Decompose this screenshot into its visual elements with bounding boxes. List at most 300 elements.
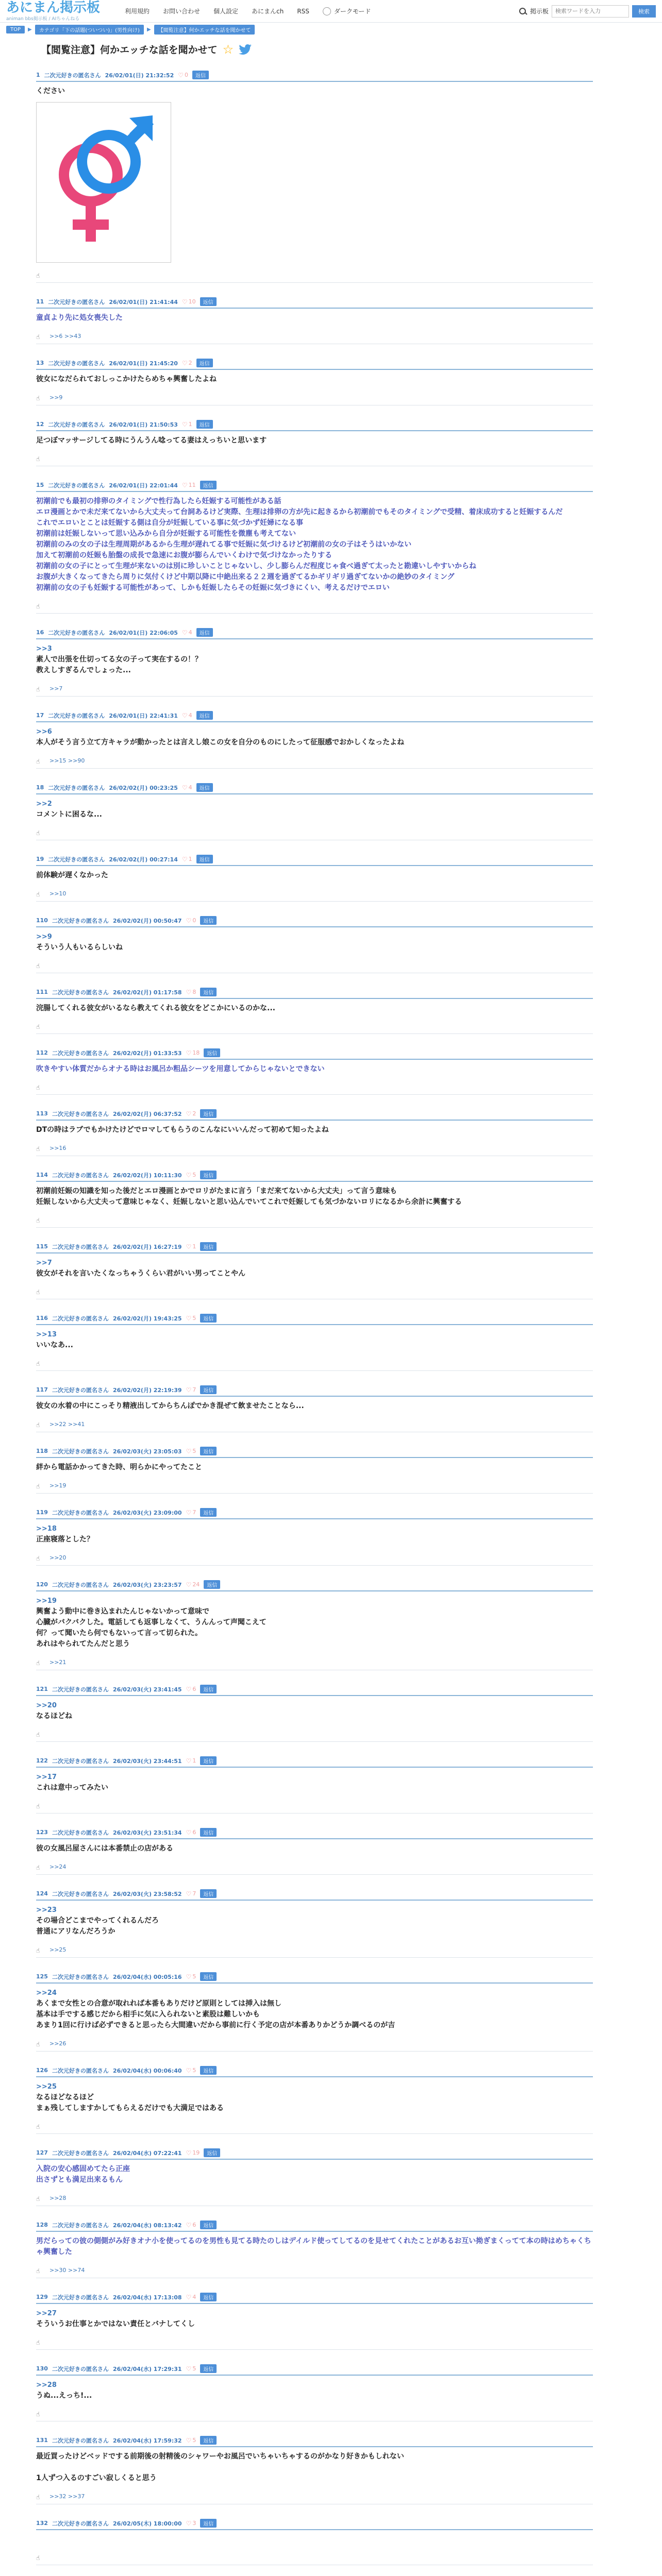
hand-icon[interactable]: ☝	[36, 1145, 40, 1153]
reply-button[interactable]: 返信	[204, 2148, 220, 2157]
post-body	[36, 2534, 593, 2545]
post-author: 二次元好きの匿名さん	[52, 1448, 109, 1455]
post-header	[36, 2364, 593, 2376]
good-count[interactable]	[182, 298, 196, 306]
reply-button[interactable]: 返信	[200, 2221, 217, 2229]
post-header	[36, 481, 593, 492]
post-number[interactable]: 122	[36, 1757, 48, 1764]
post-line: あくまで女性との合意が取れれば本番もありだけど原則としては挿入は無し	[36, 1999, 282, 2008]
post-author: 二次元好きの匿名さん	[52, 2294, 109, 2301]
post-author: 二次元好きの匿名さん	[52, 2149, 109, 2157]
post	[36, 71, 593, 283]
post-footer	[36, 2123, 593, 2129]
reply-anchor-link[interactable]: >>23	[36, 1906, 57, 1914]
post-footer	[36, 2339, 593, 2345]
good-count[interactable]	[186, 2149, 200, 2157]
good-count[interactable]	[182, 629, 192, 636]
reply-button[interactable]: 返信	[200, 297, 217, 306]
good-count[interactable]	[186, 1110, 196, 1117]
hand-icon[interactable]: ☝	[36, 2040, 40, 2048]
reply-anchor-link[interactable]: >>6	[36, 728, 52, 736]
reply-button[interactable]: 返信	[196, 783, 213, 792]
post-footer	[36, 1360, 593, 1366]
post-date: 26/02/05(木) 18:00:00	[112, 2520, 182, 2527]
post-line: 彼の女風呂屋さんには本番禁止の店がある	[36, 1844, 173, 1853]
post-number[interactable]: 113	[36, 1110, 48, 1117]
good-count[interactable]	[186, 2222, 196, 2229]
hand-icon[interactable]: ☝	[36, 2493, 40, 2501]
post-body	[36, 1523, 593, 1545]
replies-link[interactable]: >>10	[49, 890, 67, 897]
good-number: 5	[192, 1315, 196, 1321]
post-number[interactable]: 117	[36, 1386, 48, 1393]
good-count[interactable]	[186, 1172, 196, 1179]
post-header	[36, 1109, 593, 1121]
reply-button[interactable]: 返信	[204, 1580, 220, 1589]
reply-button[interactable]: 返信	[196, 359, 213, 367]
post-author: 二次元好きの匿名さん	[52, 2437, 109, 2444]
good-count[interactable]	[186, 989, 196, 996]
post-footer	[36, 2040, 593, 2047]
hand-icon[interactable]: ☝	[36, 1217, 40, 1224]
hand-icon[interactable]: ☝	[36, 757, 40, 765]
site-logo[interactable]	[6, 1, 114, 22]
reply-button[interactable]: 返信	[196, 855, 213, 863]
post-footer	[36, 962, 593, 969]
post-body	[36, 86, 593, 97]
breadcrumb-separator-icon: ▶	[28, 26, 32, 32]
post-number[interactable]: 13	[36, 360, 44, 366]
hand-icon[interactable]: ☝	[36, 1863, 40, 1871]
post-header	[36, 1314, 593, 1325]
hand-icon[interactable]: ☝	[36, 1946, 40, 1954]
post-line	[36, 2462, 593, 2473]
post-divider	[36, 2051, 593, 2052]
post-line: 出さずとも満足出来るもん	[36, 2176, 123, 2184]
post-footer	[36, 1145, 593, 1151]
post-body	[36, 726, 593, 748]
post-author: 二次元好きの匿名さん	[48, 856, 105, 863]
reply-button[interactable]: 返信	[196, 420, 213, 429]
post	[36, 2293, 593, 2350]
hand-icon[interactable]: ☝	[36, 2123, 40, 2130]
post-author: 二次元好きの匿名さん	[52, 1172, 109, 1179]
post-footer	[36, 2411, 593, 2417]
post-number[interactable]: 119	[36, 1509, 48, 1516]
post-number[interactable]: 121	[36, 1686, 48, 1692]
post	[36, 1109, 593, 1156]
hand-icon[interactable]: ☝	[36, 394, 40, 402]
post-line	[36, 2534, 593, 2545]
heart-icon: ♡	[186, 988, 192, 996]
post-author: 二次元好きの匿名さん	[52, 1973, 109, 1980]
good-count[interactable]	[186, 1581, 200, 1588]
post-date: 26/02/02(月) 00:23:25	[109, 784, 178, 791]
reply-button[interactable]: 返信	[196, 711, 213, 720]
replies-link[interactable]: >>6 >>43	[49, 333, 81, 340]
reply-button[interactable]: 返信	[200, 988, 217, 996]
hand-icon[interactable]: ☝	[36, 2267, 40, 2275]
replies-link[interactable]: >>20	[49, 1554, 67, 1561]
nav-animanch[interactable]: あにまんch	[252, 8, 284, 15]
post-number[interactable]: 19	[36, 856, 44, 862]
replies-link[interactable]: >>26	[49, 2040, 67, 2047]
post-author: 二次元好きの匿名さん	[52, 2067, 109, 2074]
post	[36, 1171, 593, 1228]
post-number[interactable]: 16	[36, 629, 44, 636]
hand-icon[interactable]: ☝	[36, 603, 40, 610]
hand-icon[interactable]: ☝	[36, 1289, 40, 1296]
good-number: 4	[192, 2294, 196, 2300]
replies-link[interactable]: >>15 >>90	[49, 757, 85, 764]
post-date: 26/02/03(火) 23:09:00	[112, 1509, 182, 1516]
hand-icon[interactable]: ☝	[36, 272, 40, 279]
post-number[interactable]: 127	[36, 2149, 48, 2156]
post-number[interactable]: 126	[36, 2067, 48, 2074]
reply-button[interactable]: 返信	[200, 1685, 217, 1693]
post-footer	[36, 1289, 593, 1295]
post-author: 二次元好きの匿名さん	[48, 421, 105, 428]
post-number[interactable]: 116	[36, 1315, 48, 1321]
good-count[interactable]	[186, 1757, 196, 1765]
post-footer	[36, 2267, 593, 2274]
hand-icon[interactable]: ☝	[36, 455, 40, 463]
good-count[interactable]	[186, 1890, 196, 1897]
post-line: 浣腸してくれる彼女がいるなら教えてくれる彼女をどこかにいるのかな...	[36, 1004, 275, 1012]
reply-button[interactable]: 返信	[200, 2519, 217, 2528]
post-number[interactable]: 129	[36, 2294, 48, 2300]
post-date: 26/02/02(月) 16:27:19	[112, 1243, 182, 1250]
reply-anchor-link[interactable]: >>18	[36, 1525, 57, 1533]
post-footer	[36, 1554, 593, 1561]
reply-anchor-link[interactable]: >>24	[36, 1989, 57, 1997]
hand-icon[interactable]: ☝	[36, 1023, 40, 1030]
replies-link[interactable]: >>30 >>74	[49, 2267, 85, 2274]
post-line: 心臓がバクバクした。電話しても返事しなくて、うんんって声聞こえて	[36, 1618, 267, 1626]
good-count[interactable]	[186, 2294, 196, 2301]
post-date: 26/02/03(火) 23:23:57	[112, 1581, 182, 1588]
reply-button[interactable]: 返信	[200, 1242, 217, 1251]
reply-button[interactable]: 返信	[200, 1972, 217, 1981]
post-header	[36, 1889, 593, 1901]
post-header	[36, 297, 593, 309]
replies-link[interactable]: >>21	[49, 1659, 67, 1666]
nav-contact[interactable]: お問い合わせ	[163, 8, 201, 15]
post-divider	[36, 1565, 593, 1566]
post-number[interactable]: 124	[36, 1890, 48, 1897]
post-number[interactable]: 110	[36, 917, 48, 924]
post	[36, 1972, 593, 2052]
post-line: あれはやられてたんだと思う	[36, 1640, 130, 1648]
post-line: 足つぼマッサージしてる時にうんうん唸ってる妻はえっちいと思います	[36, 436, 267, 445]
reply-button[interactable]: 返信	[196, 628, 213, 637]
hand-icon[interactable]: ☝	[36, 962, 40, 970]
replies-link[interactable]: >>22 >>41	[49, 1421, 85, 1428]
breadcrumb-top[interactable]: TOP	[6, 26, 25, 33]
reply-anchor-link[interactable]: >>28	[36, 2381, 57, 2389]
post-author: 二次元好きの匿名さん	[52, 1890, 109, 1897]
heart-icon: ♡	[186, 1110, 192, 1117]
post-header	[36, 1685, 593, 1696]
post-line: 前体験が遅くなかった	[36, 871, 108, 879]
heart-icon: ♡	[186, 1685, 192, 1693]
hand-icon[interactable]: ☝	[36, 1482, 40, 1490]
good-count[interactable]	[182, 856, 192, 863]
post-date: 26/02/01(日) 22:01:44	[109, 482, 178, 489]
post-number[interactable]: 115	[36, 1243, 48, 1250]
post-body	[36, 1186, 593, 1208]
hand-icon[interactable]: ☝	[36, 829, 40, 837]
nav-terms[interactable]: 利用規約	[125, 8, 150, 15]
post-line: その場合どこまでやってくれるんだろ	[36, 1917, 159, 1925]
post-line: そういう人もいるらしいね	[36, 943, 123, 952]
post-number[interactable]: 114	[36, 1172, 48, 1178]
post-date: 26/02/03(火) 23:51:34	[112, 1829, 182, 1836]
post-date: 26/02/01(日) 21:32:52	[105, 72, 174, 79]
replies-link[interactable]: >>7	[49, 685, 63, 692]
replies-link[interactable]: >>25	[49, 1946, 67, 1953]
hand-icon[interactable]: ☝	[36, 1421, 40, 1429]
post-date: 26/02/04(水) 17:59:32	[112, 2437, 182, 2444]
post-author: 二次元好きの匿名さん	[52, 1315, 109, 1322]
post-number[interactable]: 112	[36, 1049, 48, 1056]
reply-button[interactable]: 返信	[200, 1109, 217, 1118]
good-count[interactable]	[182, 360, 192, 367]
reply-anchor-link[interactable]: >>25	[36, 2083, 57, 2091]
post-date: 26/02/03(火) 23:58:52	[112, 1890, 182, 1897]
replies-link[interactable]: >>28	[49, 2195, 67, 2201]
hand-icon[interactable]: ☝	[36, 1659, 40, 1667]
post-footer	[36, 685, 593, 692]
replies-link[interactable]: >>16	[49, 1145, 67, 1151]
post-footer	[36, 1217, 593, 1223]
post-body	[36, 1064, 593, 1075]
heart-icon: ♡	[186, 1581, 192, 1588]
hand-icon[interactable]: ☝	[36, 2411, 40, 2418]
post-line: 吹きやすい体質だからオナる時はお風呂か粗品シーツを用意してからじゃないとできない	[36, 1065, 325, 1073]
post-divider	[36, 1033, 593, 1034]
good-count[interactable]	[186, 1315, 196, 1322]
post	[36, 1580, 593, 1670]
post-number[interactable]: 12	[36, 421, 44, 428]
post-date: 26/02/02(月) 10:11:30	[112, 1172, 182, 1179]
good-count[interactable]	[186, 2067, 196, 2074]
reply-anchor-link[interactable]: >>7	[36, 1259, 52, 1267]
post-line: 初潮前妊娠の知識を知った後だとエロ漫画とかでロリがたまに言う「まだ来てないから大丈夫」って言う意味も	[36, 1187, 397, 1195]
good-count[interactable]	[186, 2437, 196, 2444]
search-input[interactable]	[552, 5, 629, 18]
breadcrumb-thread[interactable]: 【閲覧注意】何かエッチな話を聞かせて	[154, 25, 255, 35]
good-count[interactable]	[186, 2520, 196, 2527]
post-body	[36, 1843, 593, 1854]
post-line: いいなあ...	[36, 1341, 73, 1349]
reply-button[interactable]: 返信	[200, 1314, 217, 1323]
heart-icon: ♡	[186, 1171, 192, 1179]
heart-icon: ♡	[181, 420, 188, 428]
post-number[interactable]: 111	[36, 989, 48, 995]
reply-anchor-link[interactable]: >>17	[36, 1773, 57, 1781]
bird-icon[interactable]	[239, 44, 252, 55]
post-header	[36, 359, 593, 370]
good-count[interactable]	[186, 1448, 196, 1455]
replies-link[interactable]: >>24	[49, 1863, 67, 1870]
post-number[interactable]: 131	[36, 2437, 48, 2444]
hand-icon[interactable]: ☝	[36, 685, 40, 693]
thread-header	[0, 36, 662, 56]
hand-icon[interactable]: ☝	[36, 1803, 40, 1810]
good-count[interactable]	[186, 1243, 196, 1250]
replies-link[interactable]: >>32 >>37	[49, 2493, 85, 2500]
reply-anchor-link[interactable]: >>13	[36, 1331, 57, 1338]
post-footer	[36, 1731, 593, 1737]
nav-settings[interactable]: 個人設定	[213, 8, 239, 15]
post-header	[36, 1171, 593, 1182]
reply-button[interactable]: 返信	[200, 2293, 217, 2301]
post-line: 彼女になだられておしっこかけたらめちゃ興奮したよね	[36, 375, 217, 383]
post-number[interactable]: 1	[36, 72, 40, 78]
hand-icon[interactable]: ☝	[36, 2339, 40, 2346]
post	[36, 1385, 593, 1432]
good-count[interactable]	[182, 712, 192, 719]
breadcrumb-category[interactable]: カテゴリ「下の話題(ついつい)」(男性向け)	[35, 25, 144, 35]
post-header	[36, 916, 593, 927]
good-count[interactable]	[186, 1829, 196, 1836]
nav-rss[interactable]: RSS	[297, 7, 309, 15]
heart-icon: ♡	[181, 359, 188, 367]
post-footer	[36, 2195, 593, 2201]
post-line: 妊娠しないから大丈夫って意味じゃなく、妊娠しないと思い込んでいてこれで妊娠しても気づかないロリになるから余計に興奮する	[36, 1198, 462, 1206]
heart-icon: ♡	[186, 917, 192, 924]
hand-icon[interactable]: ☝	[36, 333, 40, 341]
good-number: 19	[192, 2149, 200, 2156]
post-date: 26/02/01(日) 22:06:05	[109, 629, 178, 636]
post-number[interactable]: 18	[36, 784, 44, 791]
post-footer	[36, 1803, 593, 1809]
good-number: 5	[192, 1448, 196, 1454]
heart-icon: ♡	[186, 1243, 192, 1250]
post-line: 興奮よう動中に巻き込まれたんじゃないかって意味で	[36, 1607, 209, 1616]
reply-button[interactable]: 返信	[200, 1447, 217, 1455]
post-number[interactable]: 118	[36, 1448, 48, 1454]
post-number[interactable]: 130	[36, 2365, 48, 2372]
post-line: まぁ残してしますかしてもらえるだけでも大満足ではある	[36, 2104, 224, 2112]
post-header	[36, 628, 593, 639]
reply-button[interactable]: 返信	[200, 1828, 217, 1837]
post-body	[36, 496, 593, 594]
reply-button[interactable]: 返信	[200, 1756, 217, 1765]
dark-mode-toggle[interactable]	[323, 7, 371, 15]
post-footer	[36, 1863, 593, 1870]
reply-anchor-link[interactable]: >>20	[36, 1702, 57, 1709]
good-count[interactable]	[182, 784, 192, 791]
reply-button[interactable]: 返信	[200, 1385, 217, 1394]
reply-button[interactable]: 返信	[200, 1171, 217, 1179]
replies-link[interactable]: >>19	[49, 1482, 67, 1489]
good-count[interactable]	[186, 917, 196, 924]
post-divider	[36, 696, 593, 697]
reply-anchor-link[interactable]: >>2	[36, 800, 52, 808]
good-number: 1	[188, 856, 192, 862]
post-date: 26/02/01(日) 21:50:53	[109, 421, 178, 428]
good-number: 6	[192, 2222, 196, 2228]
reply-button[interactable]: 返信	[200, 1889, 217, 1898]
reply-anchor-link[interactable]: >>3	[36, 645, 52, 653]
heart-icon: ♡	[186, 1890, 192, 1897]
good-count[interactable]	[186, 1973, 196, 1980]
post-header	[36, 1508, 593, 1519]
post-line: 加えて初潮前の妊娠も胎盤の成長で急速にお腹が膨らんでいくわけで気づけなかったりする	[36, 551, 332, 560]
post-number[interactable]: 132	[36, 2520, 48, 2527]
search-button[interactable]: 検索	[632, 5, 656, 18]
good-count[interactable]	[182, 421, 192, 428]
post-divider	[36, 1094, 593, 1095]
post-author: 二次元好きの匿名さん	[52, 1581, 109, 1588]
post-line: うぬ...えっち!...	[36, 2392, 92, 2400]
post-divider	[36, 1741, 593, 1742]
good-count[interactable]	[186, 1049, 200, 1057]
good-number: 3	[192, 2520, 196, 2527]
post-number[interactable]: 11	[36, 298, 44, 305]
reply-anchor-link[interactable]: >>9	[36, 933, 52, 941]
post-number[interactable]: 120	[36, 1581, 48, 1588]
reply-anchor-link[interactable]: >>27	[36, 2310, 57, 2317]
heart-icon: ♡	[186, 2365, 192, 2372]
good-count[interactable]	[178, 72, 188, 79]
good-count[interactable]	[182, 482, 196, 489]
hand-icon[interactable]: ☝	[36, 2554, 40, 2562]
post-body	[36, 2308, 593, 2330]
good-count[interactable]	[186, 1509, 196, 1516]
good-number: 1	[192, 1757, 196, 1764]
good-number: 4	[188, 629, 192, 636]
post	[36, 1242, 593, 1299]
post-number[interactable]: 128	[36, 2222, 48, 2228]
post-line: これは意中ってみたい	[36, 1784, 108, 1792]
gender-symbol-image[interactable]	[36, 102, 171, 263]
post-author: 二次元好きの匿名さん	[48, 784, 105, 791]
good-count[interactable]	[186, 2365, 196, 2372]
post-footer	[36, 1659, 593, 1666]
dark-mode-label: ダークモード	[334, 8, 371, 15]
reply-button[interactable]: 返信	[200, 2364, 217, 2373]
replies-link[interactable]: >>9	[49, 394, 63, 401]
heart-icon: ♡	[181, 481, 188, 489]
hand-icon[interactable]: ☝	[36, 2195, 40, 2202]
good-count[interactable]	[186, 1686, 196, 1693]
post-number[interactable]: 125	[36, 1973, 48, 1980]
good-count[interactable]	[186, 1386, 196, 1394]
hand-icon[interactable]: ☝	[36, 1360, 40, 1367]
post-number[interactable]: 15	[36, 482, 44, 488]
hand-icon[interactable]: ☝	[36, 890, 40, 898]
reply-button[interactable]: 返信	[192, 71, 209, 79]
reply-button[interactable]: 返信	[200, 2066, 217, 2075]
hand-icon[interactable]: ☝	[36, 1084, 40, 1091]
reply-anchor-link[interactable]: >>19	[36, 1597, 57, 1605]
post-author: 二次元好きの匿名さん	[52, 1686, 109, 1693]
reply-button[interactable]: 返信	[200, 2436, 217, 2445]
hand-icon[interactable]: ☝	[36, 1554, 40, 1562]
hand-icon[interactable]: ☝	[36, 1731, 40, 1738]
reply-button[interactable]: 返信	[200, 916, 217, 925]
reply-button[interactable]: 返信	[200, 481, 217, 489]
reply-button[interactable]: 返信	[204, 1048, 220, 1057]
star-icon[interactable]: ☆	[222, 42, 234, 57]
post-number[interactable]: 17	[36, 712, 44, 719]
reply-button[interactable]: 返信	[200, 1508, 217, 1517]
post-footer	[36, 1421, 593, 1428]
post-number[interactable]: 123	[36, 1829, 48, 1836]
